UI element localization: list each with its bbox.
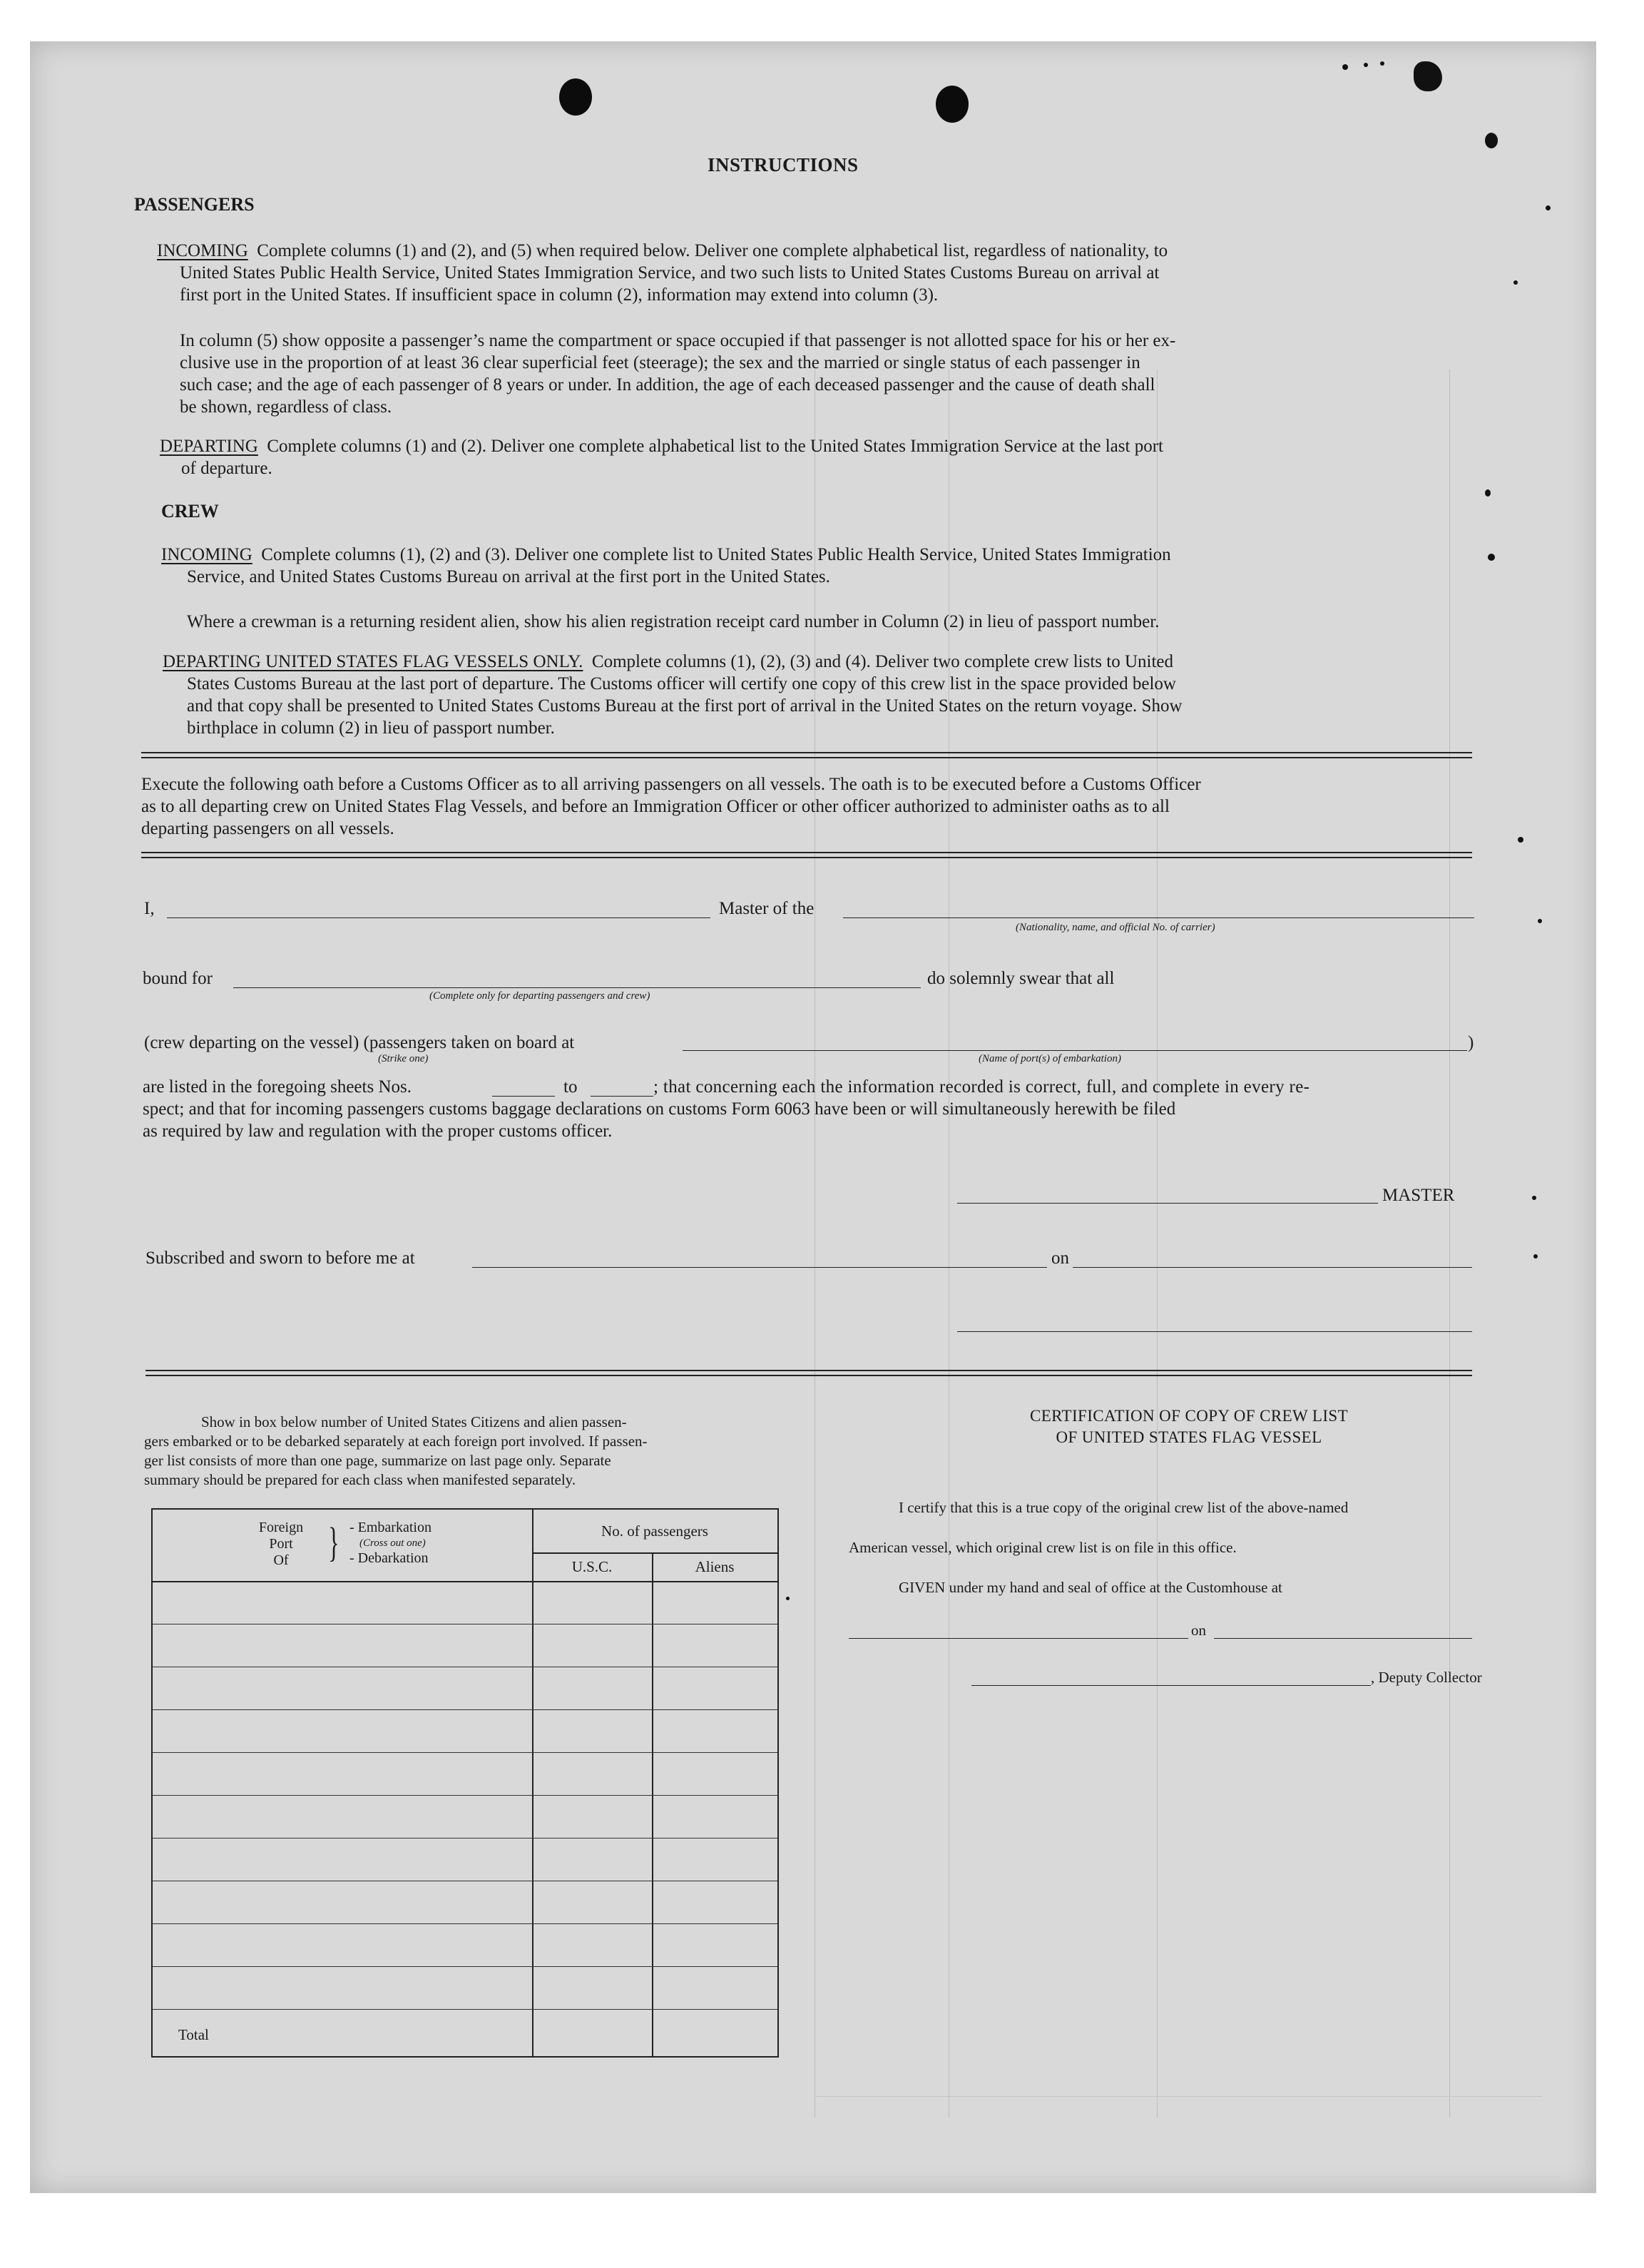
- foreign-port-label: [224, 1520, 338, 1569]
- port-word: Port: [269, 1536, 293, 1552]
- close-paren: ): [1468, 1033, 1474, 1052]
- text-line: as to all departing crew on United States Flag Vessels, and before an Immigration Officer or other officer authorized to administer oaths as to all: [141, 797, 1170, 816]
- customhouse-field[interactable]: [849, 1638, 1188, 1639]
- deputy-collector-label: , Deputy Collector: [1371, 1669, 1482, 1686]
- listed-sheets-label: are listed in the foregoing sheets Nos.: [143, 1077, 412, 1097]
- crew-heading: CREW: [161, 501, 219, 522]
- certify-line-2: American vessel, which original crew list is on file in this office.: [849, 1539, 1237, 1556]
- embark-labels: [349, 1520, 432, 1567]
- bound-for-caption: (Complete only for departing passengers and crew): [429, 990, 650, 1002]
- punch-hole-right: [936, 86, 969, 123]
- text-line: of departure.: [181, 459, 272, 478]
- cert-date-field[interactable]: [1214, 1638, 1472, 1639]
- text-line: be shown, regardless of class.: [180, 397, 392, 417]
- master-signature-field[interactable]: [957, 1203, 1378, 1204]
- no-passengers-header: No. of passengers: [601, 1522, 708, 1540]
- table-row[interactable]: [153, 1923, 777, 1924]
- master-label: MASTER: [1382, 1186, 1455, 1205]
- column5-paragraph: [180, 330, 1472, 418]
- listed-rest-label: ; that concerning each the information recorded is correct, full, and complete in every re-: [653, 1077, 1310, 1097]
- aliens-header: Aliens: [695, 1558, 735, 1575]
- required-line: as required by law and regulation with the proper customs officer.: [143, 1122, 613, 1141]
- text-line: birthplace in column (2) in lieu of passport number.: [187, 718, 555, 738]
- text-line: first port in the United States. If insufficient space in column (2), information may extend into column (3).: [180, 285, 939, 305]
- sheet-to-field[interactable]: [591, 1096, 653, 1097]
- total-label: Total: [178, 2026, 209, 2043]
- header-divider-2: [652, 1552, 653, 2056]
- text-line: Complete columns (1), (2) and (3). Deliver one complete list to United States Public Health Service, United States Immigration: [261, 545, 1171, 564]
- text-line: OF UNITED STATES FLAG VESSEL: [1056, 1428, 1322, 1446]
- passengers-incoming-paragraph: [157, 240, 1474, 306]
- usc-header: U.S.C.: [571, 1558, 613, 1575]
- ports-caption: (Name of port(s) of embarkation): [979, 1053, 1121, 1064]
- cert-on-label: on: [1191, 1622, 1206, 1639]
- flag-vessels-label: DEPARTING UNITED STATES FLAG VESSELS ONLY.: [163, 652, 583, 671]
- text-line: United States Public Health Service, United States Immigration Service, and two such lists to United States Customs Bureau on arrival at: [180, 263, 1160, 283]
- document-page: [30, 41, 1596, 2193]
- crew-incoming-paragraph: [161, 544, 1475, 588]
- officer-signature-field[interactable]: [957, 1331, 1472, 1332]
- text-line: Show in box below number of United States Citizens and alien passen-: [201, 1413, 627, 1430]
- text-line: States Customs Bureau at the last port of departure. The Customs officer will certify one copy of this crew list in the space provided below: [187, 674, 1176, 693]
- master-of-the-label: Master of the: [719, 899, 815, 918]
- section-divider: [145, 1370, 1472, 1376]
- respect-line: spect; and that for incoming passengers customs baggage declarations on customs Form 6063 have been or will simultaneously herewith be filed: [143, 1099, 1176, 1119]
- section-divider: [141, 752, 1472, 758]
- text-line: such case; and the age of each passenger of 8 years or under. In addition, the age of each deceased passenger and the cause of death shall: [180, 375, 1155, 395]
- embarkation-option: - Embarkation: [349, 1520, 432, 1535]
- speck: [1546, 205, 1551, 210]
- foreign-word: Foreign: [258, 1520, 304, 1535]
- text-line: Execute the following oath before a Customs Officer as to all arriving passengers on all vessels. The oath is to be executed before a Customs Officer: [141, 775, 1201, 794]
- passengers-heading: PASSENGERS: [134, 194, 255, 215]
- debarkation-option: - Debarkation: [349, 1550, 429, 1566]
- table-row[interactable]: [153, 2009, 777, 2010]
- passenger-summary-table: [151, 1508, 779, 2058]
- certification-title: [957, 1405, 1421, 1448]
- master-name-field[interactable]: [167, 917, 710, 918]
- bleed-line: [815, 2096, 1542, 2097]
- passengers-incoming-label: INCOMING: [157, 241, 248, 260]
- text-line: Complete columns (1), (2), (3) and (4). Deliver two complete crew lists to United: [591, 652, 1173, 671]
- speck: [1364, 63, 1368, 67]
- oath-intro-paragraph: [141, 773, 1472, 840]
- speck: [1488, 554, 1495, 561]
- listed-to-label: to: [563, 1077, 578, 1097]
- text-line: CERTIFICATION OF COPY OF CREW LIST: [1029, 1407, 1349, 1425]
- passengers-departing-paragraph: [160, 435, 1474, 479]
- text-line: In column (5) show opposite a passenger’s name the compartment or space occupied if that passenger is not allotted space for his or her ex-: [180, 331, 1176, 350]
- table-row[interactable]: [153, 1752, 777, 1753]
- strike-one-caption: (Strike one): [378, 1053, 429, 1064]
- header-rule-bottom: [153, 1581, 777, 1582]
- sworn-place-field[interactable]: [472, 1267, 1047, 1268]
- text-line: Complete columns (1) and (2). Deliver one complete alphabetical list to the United States Immigration Service at the last port: [267, 437, 1163, 456]
- section-divider: [141, 852, 1472, 858]
- speck: [1518, 837, 1523, 843]
- speck: [1485, 133, 1498, 148]
- bound-for-label: bound for: [143, 969, 213, 988]
- text-line: and that copy shall be presented to United States Customs Bureau at the first port of arrival in the United States on the return voyage. Show: [187, 696, 1183, 716]
- resident-alien-paragraph: Where a crewman is a returning resident alien, show his alien registration receipt card number in Column (2) in lieu of passport number.: [187, 612, 1160, 631]
- brace: }: [328, 1519, 339, 1565]
- speck: [1485, 489, 1491, 497]
- speck: [1533, 1254, 1538, 1258]
- deputy-signature-field[interactable]: [971, 1685, 1371, 1686]
- crew-incoming-label: INCOMING: [161, 545, 252, 564]
- speck: [1380, 61, 1384, 66]
- page-title: INSTRUCTIONS: [708, 154, 859, 176]
- given-line: GIVEN under my hand and seal of office at the Customhouse at: [899, 1579, 1282, 1596]
- speck: [1532, 1196, 1536, 1200]
- swear-label: do solemnly swear that all: [927, 969, 1115, 988]
- crew-departing-label: (crew departing on the vessel) (passengers taken on board at: [144, 1033, 575, 1052]
- header-divider-1: [532, 1510, 533, 2056]
- carrier-caption: (Nationality, name, and official No. of carrier): [1016, 922, 1215, 933]
- table-row[interactable]: [153, 1795, 777, 1796]
- bound-for-field[interactable]: [233, 987, 921, 988]
- speck: [1414, 61, 1442, 91]
- table-row[interactable]: [153, 1966, 777, 1967]
- carrier-field[interactable]: [843, 917, 1474, 918]
- cross-out-note: (Cross out one): [359, 1537, 426, 1549]
- sheet-from-field[interactable]: [492, 1096, 555, 1097]
- speck: [1342, 64, 1348, 70]
- speck: [786, 1597, 790, 1600]
- sworn-date-field[interactable]: [1073, 1267, 1472, 1268]
- text-line: ger list consists of more than one page, summarize on last page only. Separate: [144, 1452, 611, 1469]
- of-word: Of: [273, 1552, 289, 1568]
- passengers-departing-label: DEPARTING: [160, 437, 258, 456]
- table-row[interactable]: [153, 1838, 777, 1839]
- text-line: departing passengers on all vessels.: [141, 819, 394, 838]
- header-rule-mid: [532, 1552, 779, 1554]
- text-line: clusive use in the proportion of at least 36 clear superficial feet (steerage); the sex and the married or single status of each passenger in: [180, 353, 1140, 372]
- text-line: gers embarked or to be debarked separately at each foreign port involved. If passen-: [144, 1433, 648, 1450]
- embarkation-ports-field[interactable]: [683, 1050, 1467, 1051]
- sworn-on-label: on: [1051, 1249, 1069, 1268]
- summary-note: [144, 1413, 809, 1490]
- speck: [1513, 280, 1518, 285]
- text-line: summary should be prepared for each class when manifested separately.: [144, 1471, 576, 1488]
- speck: [1538, 919, 1542, 923]
- punch-hole-left: [559, 78, 592, 116]
- subscribed-label: Subscribed and sworn to before me at: [145, 1249, 415, 1268]
- text-line: Complete columns (1) and (2), and (5) when required below. Deliver one complete alphabetical list, regardless of nationality, to: [257, 241, 1168, 260]
- text-line: Service, and United States Customs Bureau on arrival at the first port in the United States.: [187, 567, 830, 586]
- table-row[interactable]: [153, 1709, 777, 1710]
- certify-line-1: I certify that this is a true copy of the original crew list of the above-named: [899, 1499, 1349, 1516]
- flag-vessels-paragraph: [163, 651, 1475, 739]
- oath-i-label: I,: [144, 899, 155, 918]
